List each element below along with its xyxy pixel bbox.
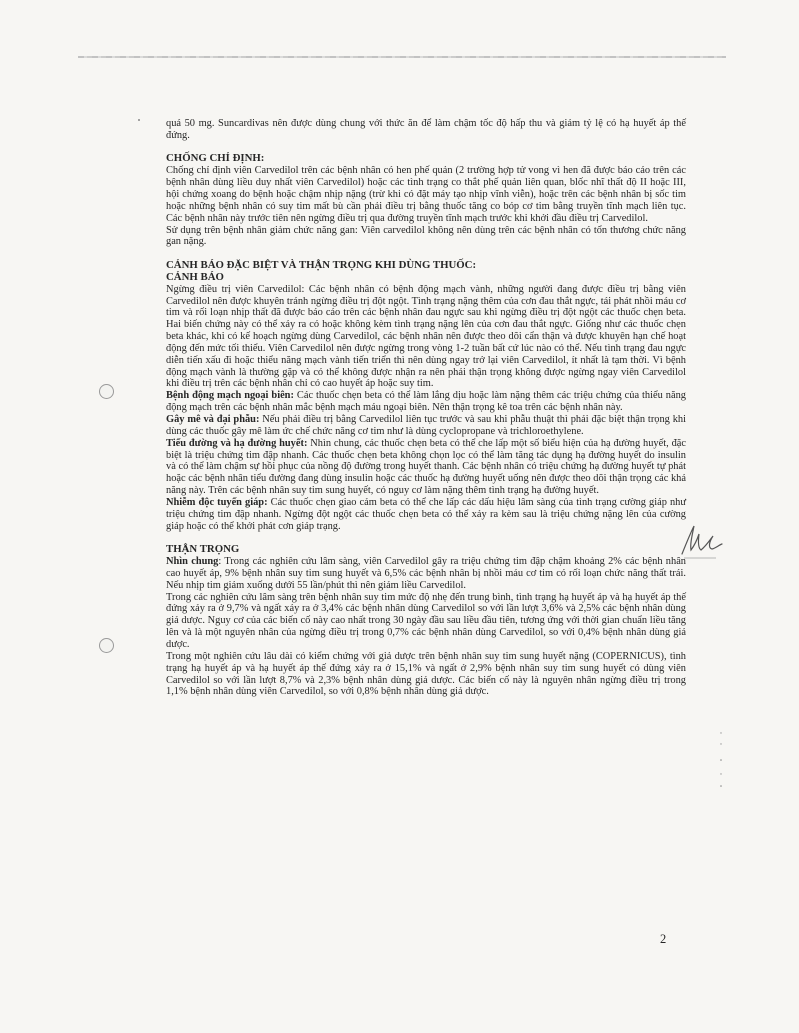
precautions-general-text: : Trong các nghiên cứu lâm sàng, viên Carvedilol gây ra triệu chứng tim đập chậm khoảng 2% các bệnh nhân cao huyết áp, 9% bệnh nhân suy tim sung huyết và 6,5% các bệnh nhân bị nhồi máu cơ tim có rối loạn chức năng thất trái. Nếu nhịp tim giảm xuống dưới 55 lần/phút thì nên giảm liều Carvedilol. bbox=[166, 556, 686, 591]
warning-item-lead: Bệnh động mạch ngoại biên: bbox=[166, 390, 294, 402]
warnings-heading: CẢNH BÁO ĐẶC BIỆT VÀ THẬN TRỌNG KHI DÙNG THUỐC: bbox=[166, 259, 477, 272]
warning-item-text: Nếu phải điều trị bằng Carvedilol liên tục trước và sau khi phẫu thuật thì phải đặc biệt thận trọng khi dùng các thuốc gây mê làm ức chế chức năng cơ tim như là dùng cyclopropane và trichloroethylene. bbox=[166, 414, 687, 437]
warnings-subheading: CẢNH BÁO bbox=[166, 270, 224, 283]
withdrawal-paragraph: Ngừng điều trị viên Carvedilol: Các bệnh nhân có bệnh động mạch vành, những người đang được điều trị bằng viên Carvedilol nên được khuyên tránh ngừng điều trị đột ngột. Tình trạng nặng thêm của cơn đau thắt ngực, tái phát nhồi máu cơ tim và rối loạn nhịp thất đã được báo cáo trên các bệnh nhân đau ngực sau khi ngừng điều trị đột ngột các thuốc chẹn beta. Hai biến chứng này có thể xảy ra có hoặc không kèm tình trạng nặng lên của cơn đau thắt ngực. Giống như các thuốc chẹn beta khác, khi có kế hoạch ngừng dùng Carvedilol, các bệnh nhân nên được theo dõi cẩn thận và được khuyên hạn chế hoạt động đến mức tối thiểu. Viên Carvedilol nên được ngừng trong vòng 1-2 tuần bất cứ lúc nào có thể. Nếu tình trạng đau ngực diễn tiến xấu đi hoặc thiểu năng mạch vành tiến triển thì nên dùng ngay trở lại viên Carvedilol, ít nhất là tạm thời. Vì bệnh động mạch vành là thường gặp và có thể không được nhận ra nên phải thận trọng không được ngừng ngay viên Carvedilol khi điều trị trên các bệnh nhân chỉ có cao huyết áp hoặc suy tim. bbox=[166, 283, 686, 390]
warning-item-thyrotoxicosis bbox=[166, 497, 686, 533]
warning-item-lead: Nhiễm độc tuyến giáp: bbox=[166, 496, 268, 508]
page-number: 2 bbox=[660, 932, 667, 946]
warning-item-diabetes bbox=[166, 438, 686, 497]
punch-hole-upper bbox=[99, 384, 114, 399]
copernicus-paragraph: Trong một nghiên cứu lâu dài có kiểm chứng với giả dược trên bệnh nhân suy tim sung huyết nặng (COPERNICUS), tình trạng hạ huyết áp và hạ huyết áp thế đứng xảy ra ở 15,1% và ngất ở 2,9% bệnh nhân suy tim sung huyết có dùng viên Carvedilol so với lần lượt 8,7% và 2,3% bệnh nhân dùng giả dược. Các biến cố này là nguyên nhân ngừng điều trị trong 1,1% bệnh nhân dùng viên Carvedilol, so với 0,8% bệnh nhân dùng giả dược. bbox=[166, 650, 686, 698]
hypotension-paragraph: Trong các nghiên cứu lâm sàng trên bệnh nhân suy tim mức độ nhẹ đến trung bình, tình trạng hạ huyết áp và hạ huyết áp thế đứng xảy ra ở 9,7% và ngất xảy ra ở 3,4% các bệnh nhân dùng Carvedilol so với lần lượt 3,6% và 2,5% các bệnh nhân dùng giả dược. Nguy cơ của các biến cố này cao nhất trong 30 ngày đầu sau liều đầu tiên, tương ứng với thời gian chuẩn liều tăng lên và là một nguyên nhân của ngừng điều trị trong 0,7% các bệnh nhân dùng Carvedilol, so với 0,4% bệnh nhân dùng giả dược. bbox=[166, 591, 686, 650]
intro-paragraph: quá 50 mg. Suncardivas nên được dùng chung với thức ăn để làm chậm tốc độ hấp thu và giảm tỷ lệ có hạ huyết áp thế đứng. bbox=[166, 118, 686, 141]
warning-item-text: Các thuốc chẹn giao cảm beta có thể che lấp các dấu hiệu lâm sàng của tình trạng cường giáp như triệu chứng tim đập nhanh. Ngừng đột ngột các thuốc chẹn beta có thể xảy ra kèm sau là triệu chứng nặng lên của cường giáp hoặc có thể khởi phát cơn giáp trạng. bbox=[166, 496, 686, 532]
punch-hole-lower bbox=[99, 638, 114, 653]
scan-speck bbox=[138, 119, 140, 121]
scan-specks bbox=[718, 730, 724, 790]
hepatic-use-paragraph: Sử dụng trên bệnh nhân giảm chức năng gan: Viên carvedilol không nên dùng trên các bệnh nhân có tổn thương chức năng gan nặng. bbox=[166, 224, 686, 248]
warning-item-lead: Tiểu đường và hạ đường huyết: bbox=[166, 437, 308, 449]
contraindications-paragraph: Chống chỉ định viên Carvedilol trên các bệnh nhân có hen phế quản (2 trường hợp tử vong vì hen đã được báo cáo trên các bệnh nhân dùng liều duy nhất viên Carvedilol) hoặc các tình trạng co thắt phế quản liên quan, blốc nhĩ thất độ II hoặc III, hội chứng xoang do bệnh hoặc chậm nhịp nặng (trừ khi có đặt máy tạo nhịp vĩnh viễn), hoặc trên các bệnh nhân bị sốc tim hoặc những bệnh nhân có suy tim mất bù cần phải điều trị bằng thuốc tăng co bóp cơ tim bằng truyền tĩnh mạch liên tục. Các bệnh nhân này trước tiên nên ngừng điều trị qua đường truyền tĩnh mạch trước khi khởi đầu điều trị Carvedilol. bbox=[166, 165, 686, 224]
warning-item-text: Nhìn chung, các thuốc chẹn beta có thể che lấp một số biểu hiện của hạ đường huyết, đặc biệt là triệu chứng tim đập nhanh. Các thuốc chẹn beta không chọn lọc có thể làm tăng tác dụng hạ đường huyết do insulin và có thể làm chậm sự hồi phục của nồng độ đường trong huyết thanh. Các bệnh nhân có triệu chứng hạ đường huyết tự phát hoặc các bệnh nhân tiểu đường đang dùng insulin hoặc các thuốc hạ đường huyết uống nên được theo dõi thận trọng các khả năng này. Trên các bệnh nhân suy tim sung huyết, có nguy cơ làm nặng thêm tình trạng hạ đường huyết. bbox=[166, 437, 686, 497]
scan-top-line bbox=[78, 56, 726, 58]
warning-item-anesthesia bbox=[166, 414, 686, 438]
precautions-general-paragraph bbox=[166, 556, 686, 592]
document-body bbox=[166, 118, 686, 698]
warning-item-lead: Gây mê và đại phẫu: bbox=[166, 414, 260, 425]
precautions-heading: THẬN TRỌNG bbox=[166, 543, 240, 556]
contraindications-heading: CHỐNG CHỈ ĐỊNH: bbox=[166, 152, 265, 165]
warning-item-peripheral bbox=[166, 390, 686, 414]
precautions-general-lead: Nhìn chung bbox=[166, 556, 219, 568]
warning-item-text: Các thuốc chẹn beta có thể làm lắng dịu hoặc làm nặng thêm các triệu chứng của thiểu năng động mạch trên các bệnh nhân mắc bệnh mạch máu ngoại biên. Nên thận trọng kê toa trên các bệnh nhân này. bbox=[166, 390, 686, 414]
